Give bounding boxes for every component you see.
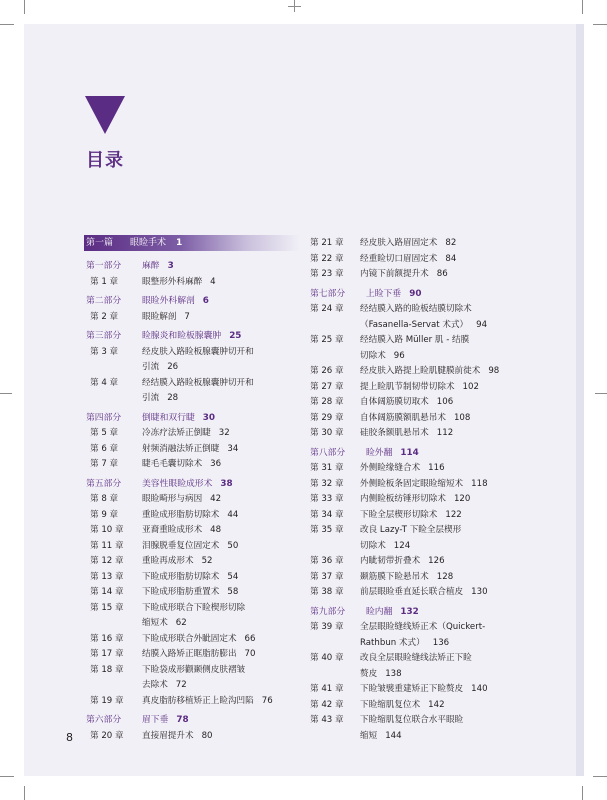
part-number: 第五部分 (86, 478, 122, 489)
part-title: 睑外翻 (366, 447, 393, 458)
chapter-page: 136 (432, 637, 450, 648)
toc-chapter-entry (310, 651, 546, 667)
chapter-number: 第 36 章 (310, 556, 344, 566)
chapter-number: 第 10 章 (90, 525, 124, 535)
chapter-number: 第 37 章 (310, 571, 344, 582)
chapter-page: 66 (244, 633, 256, 644)
chapter-number: 第 15 章 (90, 602, 124, 613)
toc-chapter-continuation (310, 318, 546, 334)
toc-chapter-entry (310, 333, 546, 349)
toc-chapter-entry (310, 554, 546, 570)
chapter-number: 第 2 章 (90, 311, 119, 322)
chapter-title: 下睑全层楔形切除术 (360, 509, 438, 520)
chapter-number: 第 3 章 (90, 346, 119, 357)
chapter-title: 经皮肤入路睑板腺囊肿切开和 (142, 346, 254, 357)
chapter-title: 经皮肤入路眉固定术 (360, 238, 438, 248)
toc-chapter-entry (310, 411, 546, 427)
registration-mark (0, 393, 12, 394)
toc-chapter-entry (86, 310, 308, 326)
chapter-number: 第 24 章 (310, 304, 344, 314)
toc-chapter-continuation (86, 360, 308, 376)
section-band (84, 235, 300, 251)
chapter-page: 44 (227, 509, 239, 520)
chapter-page: 62 (175, 618, 187, 628)
toc-chapter-entry (86, 632, 308, 648)
chapter-number: 第 28 章 (310, 397, 344, 407)
chapter-title: 经结膜入路的睑板结膜切除术 (360, 304, 472, 314)
chapter-title: 提上睑肌节制韧带切除术 (360, 381, 455, 392)
part-page: 3 (167, 261, 174, 271)
chapter-title-continued: 缩短 (360, 730, 378, 741)
toc-chapter-entry (310, 364, 546, 380)
chapter-title: 睫毛毛囊切除术 (142, 459, 203, 469)
chapter-page: 140 (471, 684, 488, 694)
chapter-title: 下睑缩肌复位联合水平眼睑 (360, 715, 464, 725)
toc-chapter-entry (310, 620, 546, 636)
chapter-number: 第 13 章 (90, 571, 124, 582)
part-number: 第二部分 (86, 296, 122, 306)
crop-mark (24, 786, 25, 800)
toc-chapter-continuation (310, 667, 546, 683)
toc-chapter-entry (310, 523, 546, 539)
chapter-page: 76 (261, 695, 273, 706)
chapter-number: 第 26 章 (310, 366, 344, 376)
chapter-page: 28 (167, 393, 179, 403)
chapter-number: 第 29 章 (310, 412, 344, 423)
chapter-number: 第 5 章 (90, 428, 119, 438)
chapter-number: 第 30 章 (310, 428, 344, 438)
toc-right-column (310, 236, 546, 744)
section-number: 第一篇 (86, 238, 114, 248)
toc-chapter-entry (310, 426, 546, 442)
registration-mark (288, 6, 301, 7)
chapter-title: 下睑皱襞重建矫正下睑赘皮 (360, 684, 464, 694)
chapter-title: 下睑袋成形颧颞侧皮肤褶皱 (142, 664, 246, 675)
crop-mark (582, 786, 583, 800)
chapter-title: 改良 Lazy-T 下睑全层楔形 (360, 525, 462, 535)
part-title: 麻醉 (142, 261, 160, 271)
chapter-number: 第 34 章 (310, 509, 344, 520)
toc-chapter-entry (86, 376, 308, 392)
chapter-page: 86 (436, 269, 448, 279)
part-page: 90 (409, 288, 422, 299)
chapter-page: 142 (428, 699, 445, 710)
chapter-number: 第 43 章 (310, 715, 344, 725)
chapter-page: 54 (227, 571, 239, 582)
chapter-page: 108 (453, 412, 471, 423)
toc-chapter-continuation (310, 539, 546, 555)
part-number: 第七部分 (310, 288, 346, 299)
toc-chapter-entry (86, 554, 308, 570)
toc-chapter-entry (86, 275, 308, 291)
chapter-number: 第 16 章 (90, 633, 124, 644)
toc-chapter-entry (86, 570, 308, 586)
toc-chapter-entry (310, 461, 546, 477)
chapter-title: 内眦韧带折叠术 (360, 556, 421, 566)
chapter-number: 第 11 章 (90, 540, 124, 551)
part-page: 78 (176, 715, 189, 725)
toc-chapter-entry (310, 492, 546, 508)
chapter-page: 98 (488, 366, 500, 376)
chapter-title: 泪腺脱垂复位固定术 (142, 540, 220, 551)
part-number: 第八部分 (310, 447, 346, 458)
toc-chapter-entry (310, 380, 546, 396)
chapter-title: 下睑成形联合下睑楔形切除 (142, 602, 246, 613)
chapter-title: 眼整形外科麻醉 (142, 276, 203, 287)
chapter-title: 下睑成形联合外眦固定术 (142, 633, 237, 644)
chapter-page: 84 (445, 253, 457, 264)
chapter-page: 112 (436, 428, 454, 438)
toc-chapter-entry (86, 647, 308, 663)
toc-chapter-entry (310, 252, 546, 268)
chapter-page: 72 (175, 680, 187, 690)
chapter-page: 70 (244, 649, 256, 659)
chapter-number: 第 31 章 (310, 463, 344, 473)
chapter-page: 36 (210, 459, 222, 469)
chapter-title: 外侧睑缘缝合术 (360, 463, 421, 473)
chapter-page: 48 (210, 525, 222, 535)
toc-part-entry (310, 605, 546, 621)
chapter-title: 亚裔重睑成形术 (142, 525, 203, 535)
triangle-icon (85, 96, 125, 134)
page-edge-strip (576, 24, 584, 776)
toc-chapter-entry (86, 492, 308, 508)
chapter-title: 结膜入路矫正眶脂肪膨出 (142, 649, 237, 659)
crop-mark (593, 24, 607, 25)
chapter-title-continued: 缩短术 (142, 618, 168, 628)
toc-chapter-continuation (86, 391, 308, 407)
chapter-title: 经结膜入路 Müller 肌 - 结膜 (360, 335, 470, 345)
chapter-page: 122 (445, 509, 462, 520)
chapter-title: 自体阔筋膜切取术 (360, 397, 429, 407)
chapter-page: 130 (471, 587, 488, 597)
chapter-title: 外侧睑板条固定眼睑缩短术 (360, 478, 464, 489)
chapter-number: 第 32 章 (310, 478, 344, 489)
toc-part-entry (310, 287, 546, 303)
chapter-page: 102 (462, 381, 479, 392)
chapter-number: 第 41 章 (310, 684, 344, 694)
chapter-page: 7 (184, 311, 190, 322)
chapter-page: 118 (471, 478, 488, 489)
chapter-title: 经皮肤入路提上睑肌腱膜前徙术 (360, 366, 481, 376)
chapter-page: 116 (428, 463, 445, 473)
toc-chapter-entry (310, 267, 546, 283)
chapter-number: 第 39 章 (310, 622, 344, 632)
toc-chapter-entry (86, 694, 308, 710)
chapter-number: 第 38 章 (310, 587, 344, 597)
chapter-title: 经结膜入路睑板腺囊肿切开和 (142, 377, 254, 388)
toc-chapter-entry (310, 682, 546, 698)
chapter-number: 第 22 章 (310, 253, 344, 264)
chapter-number: 第 40 章 (310, 653, 344, 663)
toc-part-entry (310, 446, 546, 462)
chapter-number: 第 4 章 (90, 377, 119, 388)
part-title: 倒睫和双行睫 (142, 412, 195, 423)
part-number: 第三部分 (86, 331, 122, 341)
chapter-title-continued: 引流 (142, 362, 160, 372)
chapter-title-continued: 引流 (142, 393, 160, 403)
toc-chapter-entry (310, 508, 546, 524)
toc-chapter-entry (310, 236, 546, 252)
toc-chapter-entry (310, 698, 546, 714)
toc-chapter-continuation (310, 349, 546, 365)
chapter-page: 138 (385, 668, 402, 679)
chapter-number: 第 35 章 (310, 525, 344, 535)
page-title: 目录 (86, 150, 124, 171)
toc-chapter-entry (310, 713, 546, 729)
chapter-title-continued: 切除术 (360, 350, 386, 361)
chapter-page: 32 (218, 428, 230, 438)
toc-part-entry (86, 259, 308, 275)
chapter-title: 前层眼睑垂直延长联合植皮 (360, 587, 464, 597)
toc-chapter-continuation (86, 616, 308, 632)
part-title: 睑腺炎和睑板腺囊肿 (142, 331, 222, 341)
toc-chapter-entry (86, 663, 308, 679)
toc-chapter-entry (86, 585, 308, 601)
toc-chapter-entry (86, 457, 308, 473)
chapter-number: 第 14 章 (90, 587, 124, 597)
part-title: 上睑下垂 (366, 288, 402, 299)
chapter-title-continued: Rathbun 术式） (360, 637, 425, 648)
toc-chapter-entry (86, 523, 308, 539)
section-title: 眼睑手术 (130, 238, 167, 248)
chapter-number: 第 6 章 (90, 443, 119, 454)
toc-chapter-entry (310, 395, 546, 411)
toc-chapter-continuation (310, 729, 546, 745)
page-number: 8 (66, 731, 73, 744)
toc-part-entry (86, 713, 308, 729)
chapter-page: 96 (393, 350, 405, 361)
toc-chapter-entry (310, 570, 546, 586)
chapter-page: 94 (476, 319, 488, 330)
chapter-page: 106 (436, 397, 454, 407)
part-number: 第九部分 (310, 606, 346, 617)
part-title: 睑内翻 (366, 606, 393, 617)
toc-part-entry (86, 477, 308, 493)
part-number: 第六部分 (86, 715, 122, 725)
toc-chapter-entry (86, 426, 308, 442)
chapter-page: 144 (385, 730, 402, 741)
part-page: 38 (220, 478, 233, 489)
part-page: 114 (400, 447, 419, 458)
chapter-number: 第 18 章 (90, 664, 124, 675)
part-page: 6 (202, 296, 209, 306)
chapter-title-continued: 去除术 (142, 680, 168, 690)
chapter-title: 硅胶条额肌悬吊术 (360, 428, 429, 438)
toc-chapter-entry (86, 442, 308, 458)
chapter-number: 第 9 章 (90, 509, 119, 520)
chapter-number: 第 7 章 (90, 459, 119, 469)
chapter-number: 第 12 章 (90, 556, 124, 566)
chapter-title: 下睑成形脂肪切除术 (142, 571, 220, 582)
chapter-number: 第 23 章 (310, 269, 344, 279)
chapter-title: 经重睑切口眉固定术 (360, 253, 438, 264)
chapter-title: 冷冻疗法矫正倒睫 (142, 428, 211, 438)
toc-left-column (86, 235, 308, 744)
chapter-number: 第 17 章 (90, 649, 124, 659)
chapter-page: 128 (436, 571, 454, 582)
chapter-title: 全层眼睑缝线矫正术（Quickert- (360, 622, 486, 632)
chapter-title: 重睑成形脂肪切除术 (142, 509, 220, 520)
toc-chapter-entry (86, 601, 308, 617)
crop-mark (24, 0, 25, 14)
chapter-page: 26 (167, 362, 179, 372)
toc-chapter-entry (86, 508, 308, 524)
chapter-title: 内镜下前额提升术 (360, 269, 429, 279)
chapter-number: 第 25 章 (310, 335, 344, 345)
part-number: 第一部分 (86, 261, 122, 271)
chapter-title: 真皮脂肪移植矫正上睑沟凹陷 (142, 695, 254, 706)
chapter-title: 下睑缩肌复位术 (360, 699, 421, 710)
toc-part-entry (86, 329, 308, 345)
chapter-page: 42 (210, 494, 222, 504)
toc-chapter-entry (310, 302, 546, 318)
chapter-page: 52 (201, 556, 213, 566)
registration-mark (595, 393, 607, 394)
part-title: 眼睑外科解剖 (142, 296, 195, 306)
chapter-title: 直接眉提升术 (142, 730, 194, 741)
chapter-title-continued: 赘皮 (360, 668, 378, 679)
chapter-title: 重睑再成形术 (142, 556, 194, 566)
crop-mark (582, 0, 583, 14)
toc-chapter-continuation (86, 678, 308, 694)
chapter-title-continued: （Fasanella-Servat 术式） (360, 319, 469, 330)
chapter-page: 126 (428, 556, 445, 566)
chapter-title: 眼睑解剖 (142, 311, 177, 322)
crop-mark (0, 24, 14, 25)
chapter-title: 下睑成形脂肪重置术 (142, 587, 220, 597)
chapter-page: 80 (201, 730, 213, 741)
chapter-number: 第 42 章 (310, 699, 344, 710)
chapter-title: 自体阔筋膜额肌悬吊术 (360, 412, 446, 423)
part-title: 美容性眼睑成形术 (142, 478, 213, 489)
chapter-page: 34 (227, 443, 239, 454)
chapter-title: 内侧睑板纺锤形切除术 (360, 494, 446, 504)
crop-mark (0, 776, 14, 777)
chapter-number: 第 1 章 (90, 276, 119, 287)
toc-part-entry (86, 411, 308, 427)
crop-mark (593, 776, 607, 777)
chapter-number: 第 8 章 (90, 494, 119, 504)
chapter-title: 眼睑畸形与病因 (142, 494, 203, 504)
chapter-title-continued: 切除术 (360, 540, 386, 551)
toc-chapter-entry (310, 585, 546, 601)
chapter-number: 第 33 章 (310, 494, 344, 504)
chapter-page: 82 (445, 238, 457, 248)
toc-chapter-entry (86, 345, 308, 361)
part-page: 30 (202, 412, 216, 423)
chapter-number: 第 20 章 (90, 730, 124, 741)
chapter-title: 改良全层眼睑缝线法矫正下睑 (360, 653, 472, 663)
chapter-page: 58 (227, 587, 239, 597)
section-page: 1 (176, 238, 183, 248)
chapter-page: 4 (210, 276, 216, 287)
toc-chapter-entry (310, 477, 546, 493)
part-page: 25 (229, 331, 242, 341)
chapter-title: 颞筋膜下睑悬吊术 (360, 571, 429, 582)
part-number: 第四部分 (86, 412, 122, 423)
chapter-page: 50 (227, 540, 239, 551)
toc-chapter-continuation (310, 636, 546, 652)
toc-chapter-entry (86, 539, 308, 555)
chapter-page: 124 (393, 540, 411, 551)
chapter-number: 第 19 章 (90, 695, 124, 706)
toc-part-entry (86, 294, 308, 310)
chapter-number: 第 21 章 (310, 238, 344, 248)
chapter-title: 射频消融法矫正倒睫 (142, 443, 220, 454)
chapter-page: 120 (453, 494, 471, 504)
toc-chapter-entry (86, 729, 308, 745)
part-page: 132 (400, 606, 419, 617)
part-title: 眉下垂 (142, 715, 169, 725)
chapter-number: 第 27 章 (310, 381, 344, 392)
